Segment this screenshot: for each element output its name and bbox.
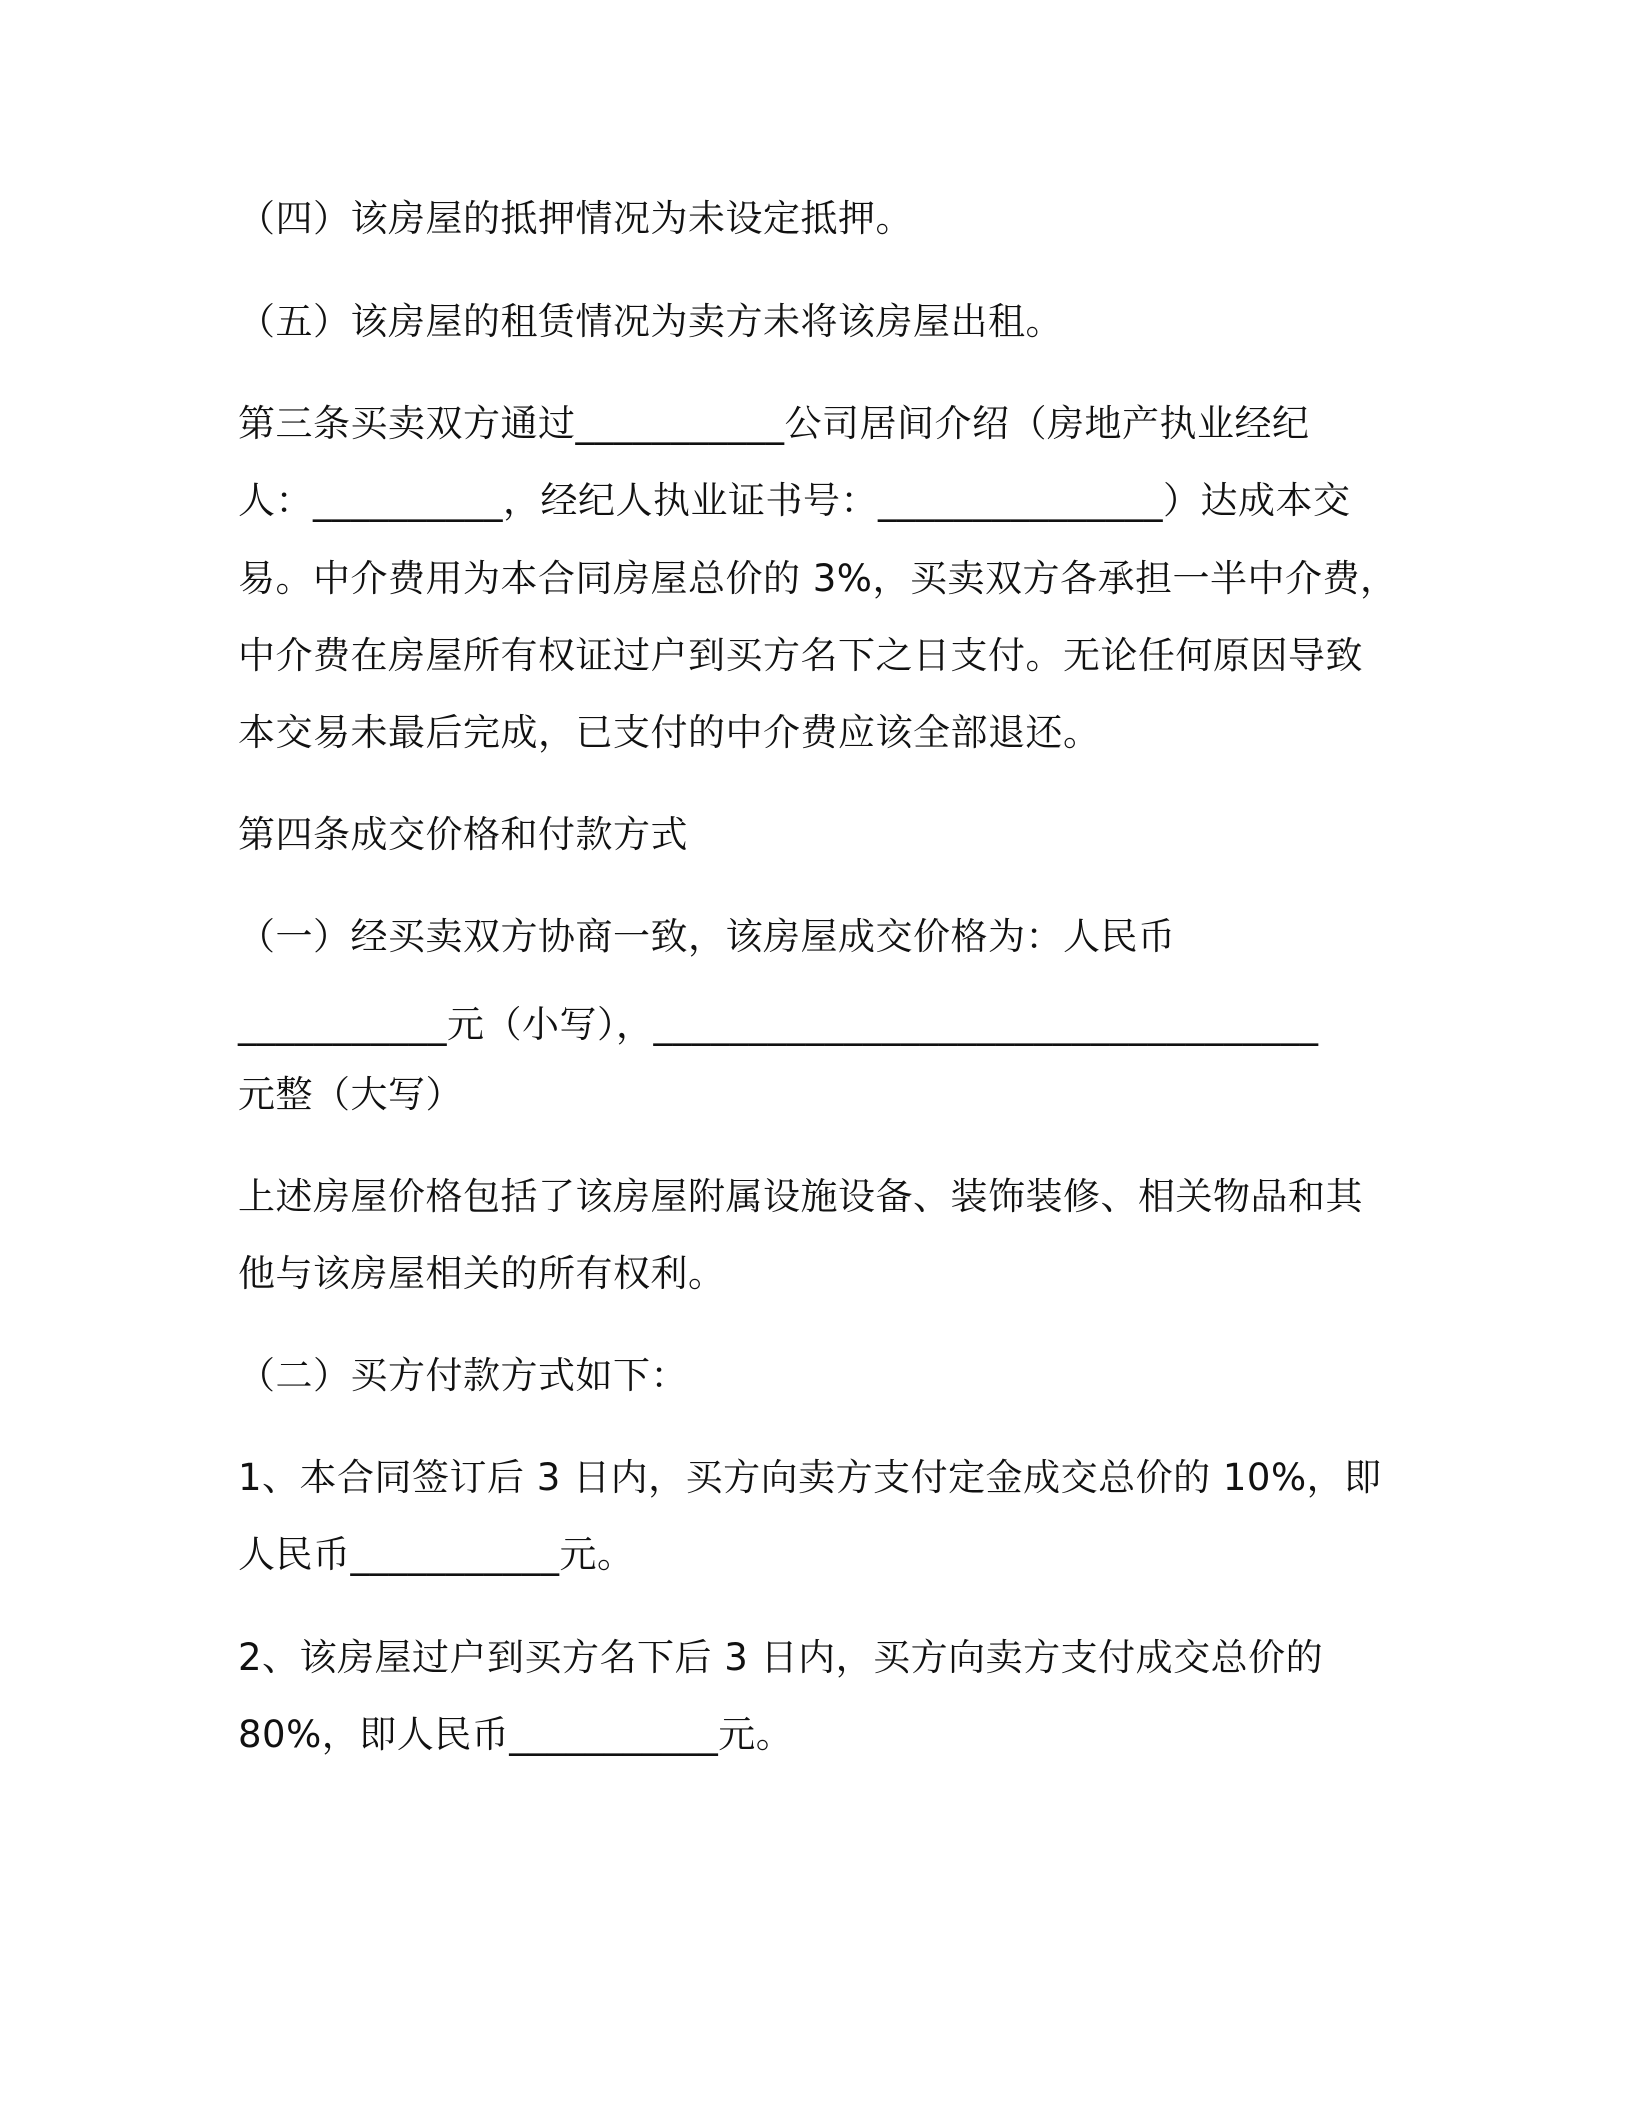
paragraph-line: 易。中介费用为本合同房屋总价的 3%，买卖双方各承担一半中介费，	[238, 557, 1398, 600]
paragraph-line: 人民币___________元。	[238, 1533, 635, 1576]
paragraph-line: 80%，即人民币___________元。	[238, 1713, 794, 1756]
paragraph-line: 人：__________，经纪人执业证书号：_______________）达成本交	[238, 479, 1351, 522]
clause-4-item-2-heading: （二）买方付款方式如下：	[238, 1354, 688, 1397]
clause-2-item-4: （四）该房屋的抵押情况为未设定抵押。	[238, 197, 913, 240]
price-blank-line: ___________元（小写），___________________________________	[238, 1003, 1319, 1046]
paragraph-line: 1、本合同签订后 3 日内，买方向卖方支付定金成交总价的 10%，即	[238, 1456, 1382, 1499]
clause-2-item-5: （五）该房屋的租赁情况为卖方未将该房屋出租。	[238, 300, 1063, 343]
paragraph-line: 第三条买卖双方通过___________公司居间介绍（房地产执业经纪	[238, 402, 1310, 445]
paragraph-line: 本交易未最后完成，已支付的中介费应该全部退还。	[238, 711, 1101, 754]
clause-4-heading: 第四条成交价格和付款方式	[238, 813, 688, 856]
paragraph-line: 元整（大写）	[238, 1073, 463, 1116]
paragraph-line: 上述房屋价格包括了该房屋附属设施设备、装饰装修、相关物品和其	[238, 1175, 1363, 1218]
paragraph-line: 2、该房屋过户到买方名下后 3 日内，买方向卖方支付成交总价的	[238, 1636, 1324, 1679]
paragraph-line: 他与该房屋相关的所有权利。	[238, 1252, 726, 1295]
paragraph-line: 中介费在房屋所有权证过户到买方名下之日支付。无论任何原因导致	[238, 634, 1363, 677]
paragraph-line: （一）经买卖双方协商一致，该房屋成交价格为：人民币	[238, 915, 1176, 958]
